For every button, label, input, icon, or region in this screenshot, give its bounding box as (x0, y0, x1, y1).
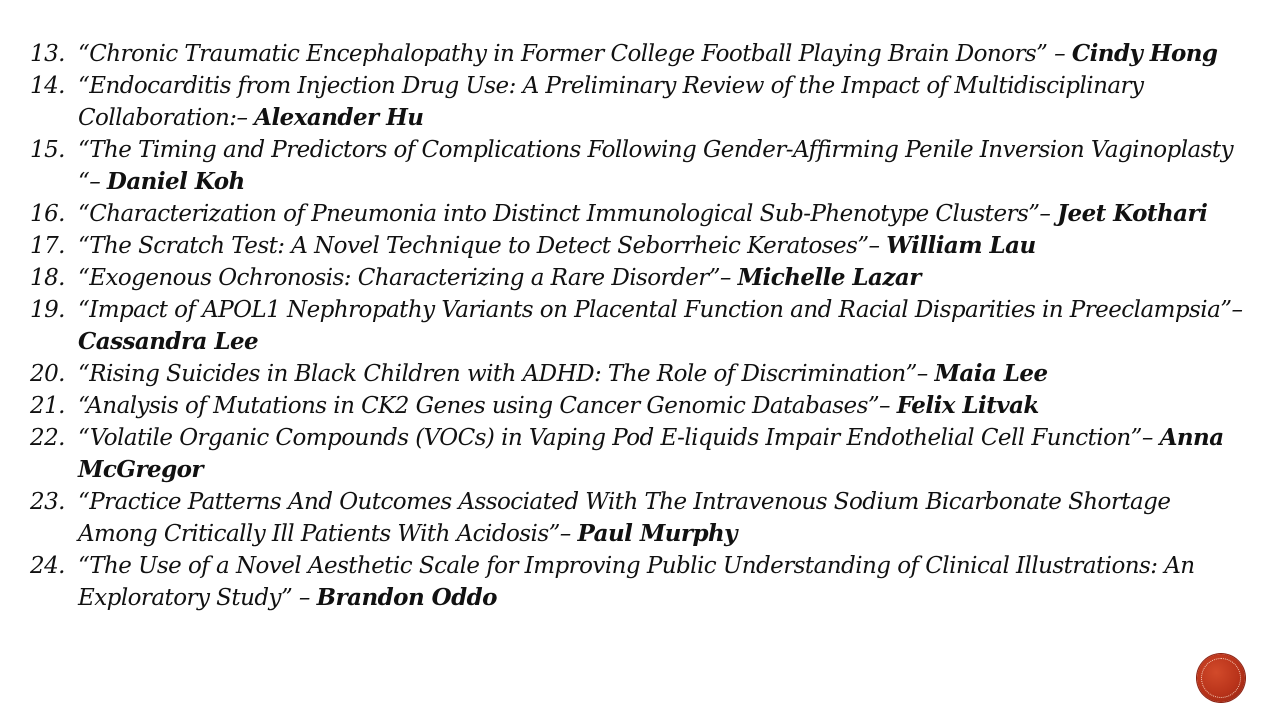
item-author: William Lau (886, 232, 1036, 259)
list-item (30, 550, 1255, 614)
nav-button-ring (1201, 658, 1241, 698)
item-title: “The Timing and Predictors of Complications Following Gender-Affirming Penile Inversion Vaginoplasty “– (78, 137, 1234, 195)
item-number: 24. (30, 553, 65, 579)
item-title: “Exogenous Ochronosis: Characterizing a Rare Disorder”– (78, 265, 738, 291)
item-author: Jeet Kothari (1057, 200, 1208, 227)
item-author: Felix Litvak (896, 392, 1039, 419)
item-number: 21. (30, 393, 65, 419)
item-author: Michelle Lazar (737, 264, 921, 291)
item-number: 18. (30, 265, 65, 291)
list-item (30, 390, 1255, 422)
item-author: Brandon Oddo (316, 584, 497, 611)
item-title: “The Use of a Novel Aesthetic Scale for Improving Public Understanding of Clinical Illustrations: An Exploratory Study” – (78, 553, 1195, 611)
list-item (30, 38, 1255, 70)
item-title: “Impact of APOL1 Nephropathy Variants on Placental Function and Racial Disparities in Preeclampsia”– (78, 297, 1243, 323)
item-author: Anna McGregor (78, 424, 1224, 483)
item-number: 20. (30, 361, 65, 387)
item-title: “Practice Patterns And Outcomes Associated With The Intravenous Sodium Bicarbonate Shortage Among Critically Ill Patients With Acidosis”– (78, 489, 1171, 547)
item-number: 22. (30, 425, 65, 451)
item-title: “Endocarditis from Injection Drug Use: A Preliminary Review of the Impact of Multidisciplinary Collaboration:– (78, 73, 1144, 131)
list-item (30, 198, 1255, 230)
item-author: Cindy Hong (1071, 40, 1218, 67)
item-number: 15. (30, 137, 65, 163)
item-title: “Volatile Organic Compounds (VOCs) in Vaping Pod E-liquids Impair Endothelial Cell Function”– (78, 425, 1160, 451)
item-number: 13. (30, 41, 65, 67)
list-item (30, 262, 1255, 294)
item-author: Maia Lee (934, 360, 1048, 387)
list-item (30, 294, 1255, 358)
item-title: “Analysis of Mutations in CK2 Genes using Cancer Genomic Databases”– (78, 393, 897, 419)
list-item (30, 486, 1255, 550)
item-title: “Chronic Traumatic Encephalopathy in Former College Football Playing Brain Donors” – (78, 41, 1072, 67)
item-number: 19. (30, 297, 65, 323)
item-title: “The Scratch Test: A Novel Technique to Detect Seborrheic Keratoses”– (78, 233, 887, 259)
item-number: 17. (30, 233, 65, 259)
circle-nav-button-icon[interactable] (1197, 654, 1245, 702)
item-author: Daniel Koh (106, 168, 245, 195)
list-item (30, 70, 1255, 134)
item-number: 14. (30, 73, 65, 99)
item-number: 23. (30, 489, 65, 515)
item-author: Paul Murphy (577, 520, 737, 547)
item-title: “Rising Suicides in Black Children with ADHD: The Role of Discrimination”– (78, 361, 935, 387)
item-author: Alexander Hu (254, 104, 424, 131)
presentation-list (30, 38, 1255, 614)
item-author: Cassandra Lee (78, 328, 259, 355)
list-item (30, 134, 1255, 198)
list-item (30, 422, 1255, 486)
item-number: 16. (30, 201, 65, 227)
item-title: “Characterization of Pneumonia into Distinct Immunological Sub-Phenotype Clusters”– (78, 201, 1058, 227)
list-item (30, 358, 1255, 390)
list-item (30, 230, 1255, 262)
